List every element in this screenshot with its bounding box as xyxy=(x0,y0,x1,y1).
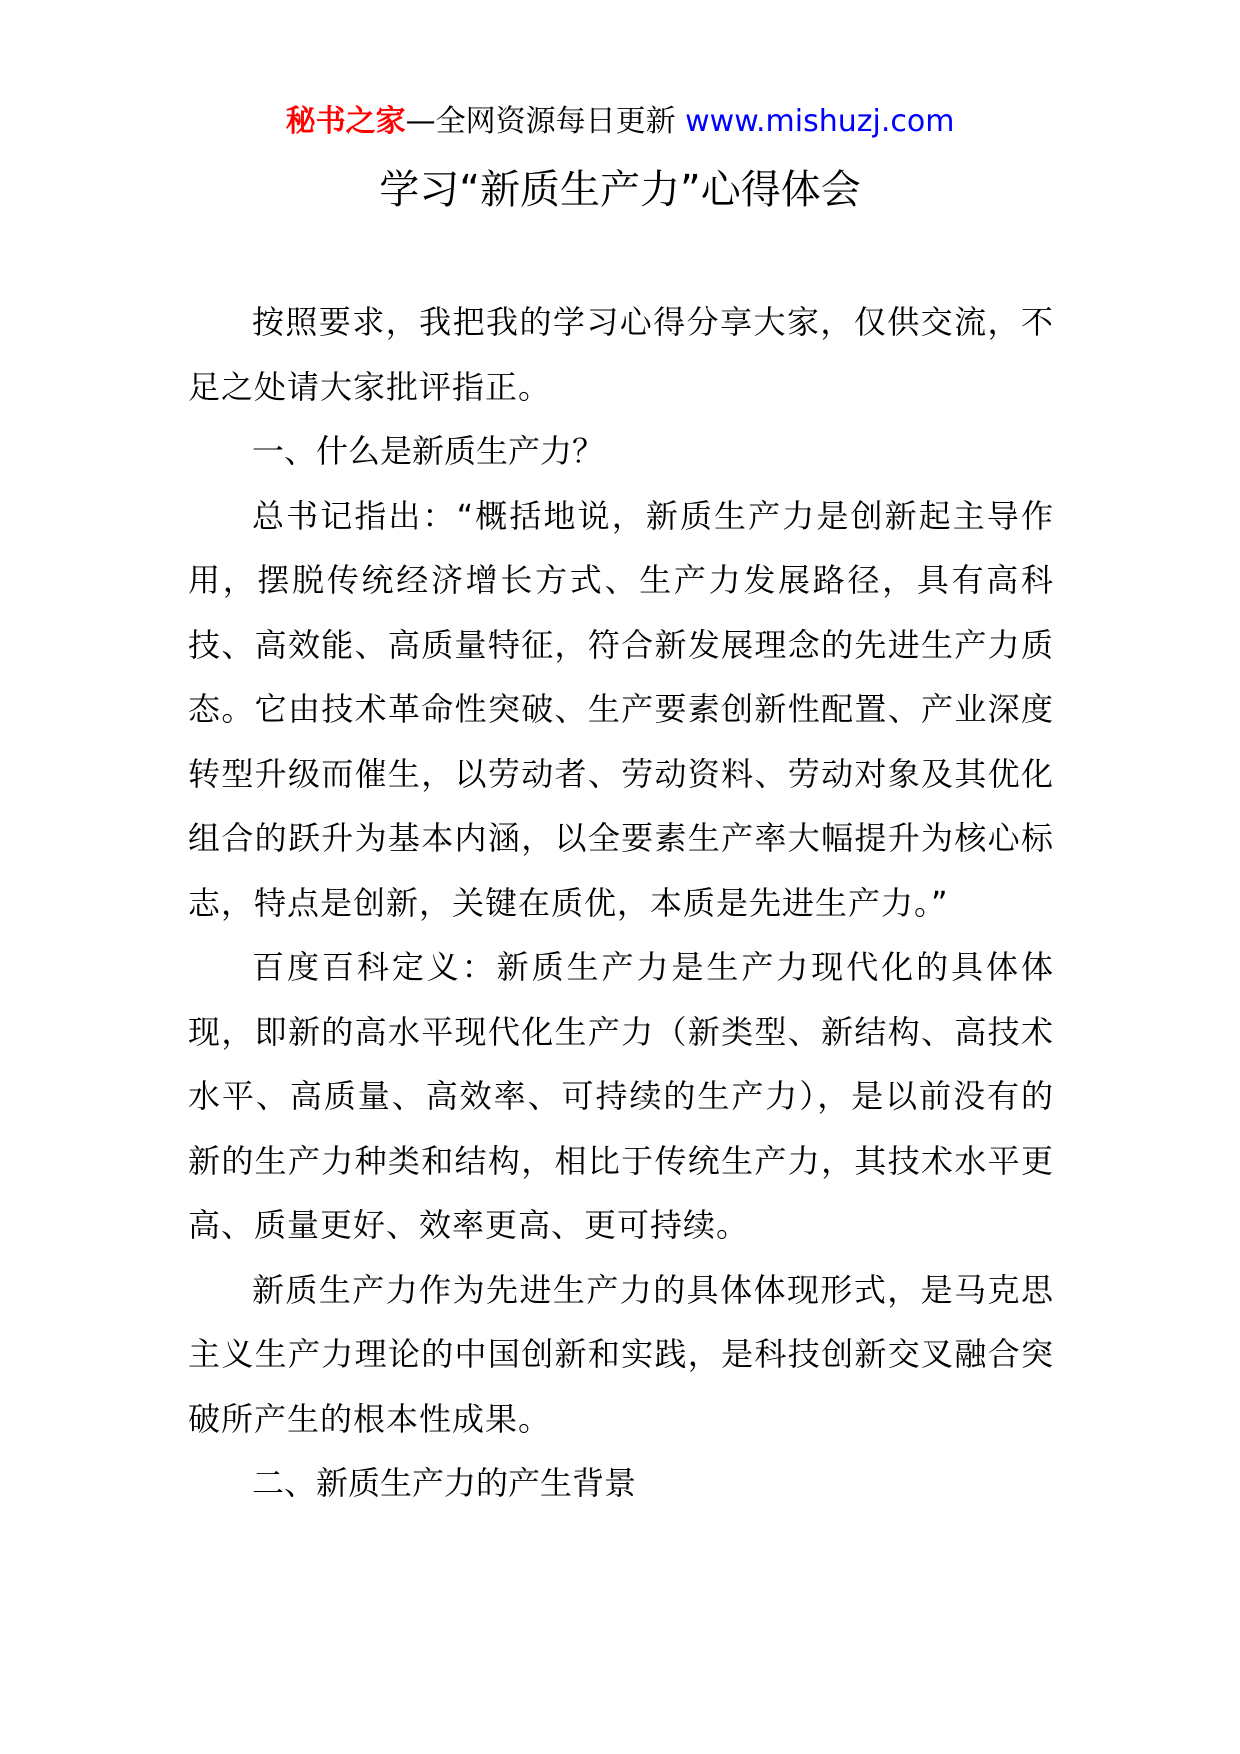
site-url-link[interactable]: www.mishuzj.com xyxy=(685,104,955,139)
quote-paragraph: 总书记指出：“概括地说，新质生产力是创新起主导作用，摆脱传统经济增长方式、生产力发展路径，具有高科技、高效能、高质量特征，符合新发展理念的先进生产力质态。它由技术革命性突破、生产要素创新性配置、产业深度转型升级而催生，以劳动者、劳动资料、劳动对象及其优化组合的跃升为基本内涵，以全要素生产率大幅提升为核心标志，特点是创新，关键在质优，本质是先进生产力。” xyxy=(188,496,1054,922)
site-brand: 秘书之家 xyxy=(285,104,406,139)
definition-paragraph: 百度百科定义：新质生产力是生产力现代化的具体体现，即新的高水平现代化生产力（新类型、新结构、高技术水平、高质量、高效率、可持续的生产力），是以前没有的新的生产力种类和结构，相比于传统生产力，其技术水平更高、质量更好、效率更高、更可持续。 xyxy=(188,948,1054,1244)
document-body xyxy=(188,290,1054,1516)
intro-paragraph: 按照要求，我把我的学习心得分享大家，仅供交流，不足之处请大家批评指正。 xyxy=(188,303,1054,406)
summary-paragraph: 新质生产力作为先进生产力的具体体现形式，是马克思主义生产力理论的中国创新和实践，是科技创新交叉融合突破所产生的根本性成果。 xyxy=(188,1270,1054,1438)
site-header xyxy=(0,102,1240,142)
section-heading-1: 一、什么是新质生产力？ xyxy=(252,432,605,470)
section-heading-2: 二、新质生产力的产生背景 xyxy=(252,1464,637,1502)
document-title: 学习“新质生产力”心得体会 xyxy=(379,167,861,213)
site-tagline: —全网资源每日更新 xyxy=(405,104,676,139)
